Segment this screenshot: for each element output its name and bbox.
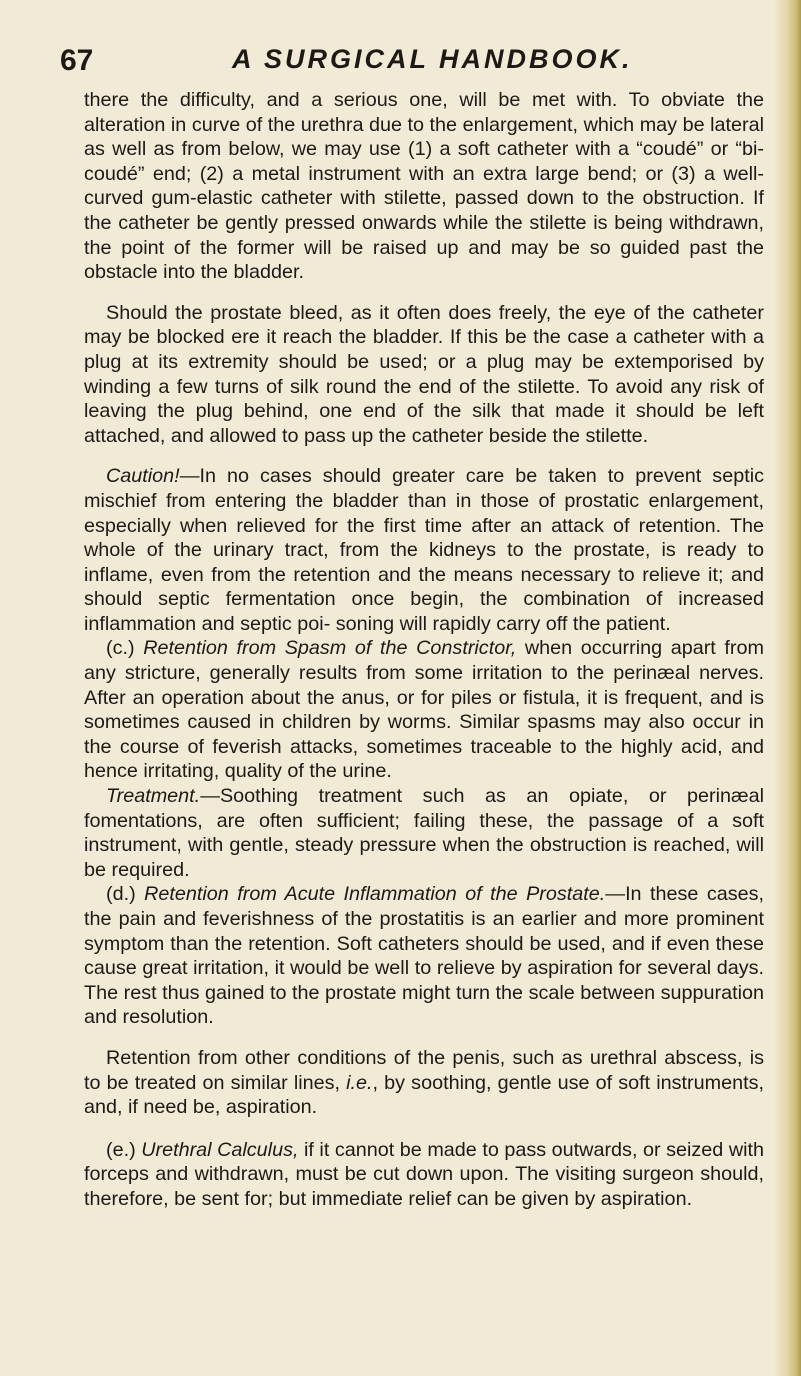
section-heading-spasm: Retention from Spasm of the Constrictor,	[143, 637, 517, 660]
calculus-body: if it cannot be made to pass outwards, or seized with forceps and withdrawn, must be cut down upon. The visiting surgeon should, therefore, be sent for; but immediate relief can be given by aspiration.	[84, 1138, 764, 1210]
inflammation-body: —In these cases, the pain and feverishness of the prostatitis is an earlier and more prominent symptom than the retention. Soft catheters should be used, and if even these cause great irritation, it would be well to relieve by aspiration for several days. The rest thus gained to the prostate might turn the scale between suppuration and resolution.	[84, 883, 765, 1029]
section-heading-calculus: Urethral Calculus,	[141, 1138, 299, 1161]
paragraph-urethral-calculus	[84, 1138, 764, 1212]
paragraph-prostate-bleed: Should the prostate bleed, as it often does freely, the eye of the catheter may be blocked ere it reach the bladder. If this be the case a catheter with a plug at its extremity should be used; or a plug may be extemporised by winding a few turns of silk round the end of the stilette. To avoid any risk of leaving the plug behind, one end of the silk that made it should be left attached, and allowed to pass up the catheter beside the stilette.	[84, 301, 764, 447]
paragraph-catheter-curve: there the difficulty, and a serious one, will be met with. To obviate the alteration in curve of the urethra due to the enlargement, which may be lateral as well as from below, we may use (1) a soft catheter with a “coudé” or “bi-coudé” end; (2) a metal instrument with an extra large bend; or (3) a well-curved gum-elastic catheter with stilette, passed down to the obstruction. If the catheter be gently pressed onwards while the stilette is being withdrawn, the point of the former will be raised up and may be so guided past the obstacle into the bladder.	[84, 89, 764, 284]
page-header	[60, 44, 760, 84]
paragraph-treatment	[84, 784, 764, 882]
paragraph-caution	[84, 464, 764, 636]
ie-abbrev: i.e.	[346, 1071, 373, 1094]
treatment-body: —Soothing treatment such as an opiate, or perinæal fomentations, are often sufficient; failing these, the passage of a soft instrument, with gentle, steady pressure when the obstruction is reached, will be required.	[84, 785, 764, 881]
paragraph-acute-inflammation	[84, 882, 764, 1030]
paragraph-other-conditions	[84, 1046, 764, 1120]
spasm-body: when occurring apart from any stricture, generally results from some irritation to the perinæal nerves. After an operation about the anus, or for piles or fistula, it is frequent, and is sometimes caused in children by worms. Similar spasms may also occur in the course of feverish attacks, sometimes traceable to the highly acid, and hence irritating, quality of the urine.	[84, 637, 764, 783]
page-number: 67	[60, 44, 94, 77]
page-edge-shadow	[775, 0, 801, 1376]
body-text	[84, 88, 764, 1212]
paragraph-spasm-constrictor	[84, 636, 764, 784]
treatment-lead: Treatment.	[106, 785, 201, 808]
section-label-c: (c.)	[106, 637, 135, 660]
section-heading-inflammation: Retention from Acute Inflammation of the Prostate.	[144, 883, 606, 906]
section-label-d: (d.)	[106, 883, 136, 906]
running-head: A SURGICAL HANDBOOK.	[232, 44, 633, 74]
section-label-e: (e.)	[106, 1138, 136, 1161]
caution-body: —In no cases should greater care be taken to prevent septic mischief from entering the bladder than in those of prostatic enlargement, especially when relieved for the first time after an attack of retention. The whole of the urinary tract, from the kidneys to the prostate, is ready to inflame, even from the retention and the means necessary to relieve it; and should septic fermentation once begin, the combination of increased inflammation and septic poi- soning will rapidly carry off the patient.	[84, 465, 764, 635]
caution-lead: Caution!	[106, 465, 180, 488]
other-conditions-post: , by soothing, gentle use of soft instruments, and, if need be, aspiration.	[84, 1071, 764, 1119]
other-conditions-pre: Retention from other conditions of the penis, such as urethral abscess, is to be treated on similar lines,	[84, 1046, 764, 1094]
